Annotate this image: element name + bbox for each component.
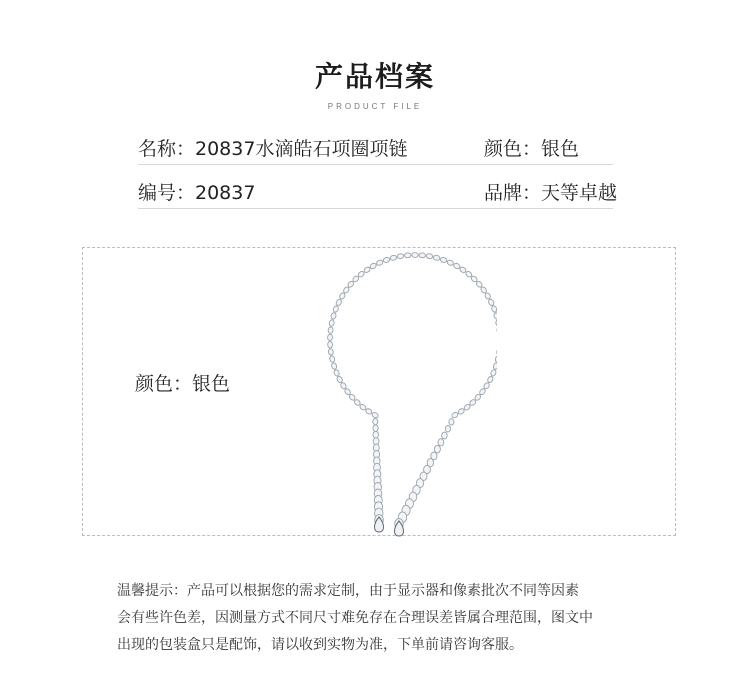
necklace-stone — [383, 257, 391, 264]
necklace-stone — [440, 257, 448, 264]
product-number: 编号：20837 — [138, 182, 256, 204]
necklace-stone — [419, 253, 426, 258]
necklace-stone — [328, 334, 333, 341]
page-subtitle: PRODUCT FILE — [327, 102, 423, 111]
info-row-number-brand — [138, 178, 618, 209]
necklace-stone — [333, 369, 340, 377]
product-brand: 品牌：天等卓越 — [484, 182, 618, 204]
product-image-frame — [82, 247, 676, 536]
necklace-stone — [490, 369, 497, 377]
necklace-stone — [493, 362, 497, 370]
color-label: 颜色：银色 — [135, 373, 231, 395]
info-row-name-color — [138, 134, 613, 165]
necklace-stone — [336, 376, 343, 384]
necklace-stone — [404, 253, 411, 258]
necklace-stone — [496, 348, 497, 355]
necklace-stone — [329, 319, 335, 326]
necklace-stone — [491, 305, 497, 313]
necklace-stone — [433, 255, 440, 261]
necklace-stone — [335, 298, 342, 306]
product-name: 名称：20837水滴皓石项圈项链 — [138, 138, 408, 160]
necklace-stone — [442, 432, 448, 439]
necklace-stone — [487, 376, 494, 384]
notice-line: 出现的包装盒只是配饰，请以收到实物为准，下单前请咨询客服。 — [117, 637, 523, 653]
necklace-stone — [331, 362, 338, 370]
necklace-stone — [426, 253, 433, 259]
necklace-stone — [329, 355, 335, 362]
necklace-stone — [493, 312, 497, 319]
necklace-stone — [373, 431, 379, 438]
necklace-stone — [328, 348, 334, 355]
necklace-stone — [412, 253, 418, 258]
necklace-stone — [330, 312, 336, 319]
necklace-stone — [449, 419, 454, 425]
necklace-stone — [445, 425, 450, 432]
necklace-stone — [451, 411, 459, 418]
necklace-image — [317, 248, 497, 537]
necklace-stone — [397, 253, 404, 259]
necklace-stone — [328, 341, 333, 348]
necklace-stone — [495, 319, 497, 326]
necklace-stone — [488, 298, 495, 306]
page-title: 产品档案 — [314, 60, 435, 93]
product-color: 颜色：银色 — [484, 138, 580, 160]
necklace-stone — [495, 355, 497, 362]
necklace-stone — [446, 259, 454, 266]
necklace-stone — [373, 425, 378, 432]
necklace-stone — [376, 259, 384, 266]
necklace-stone — [438, 439, 444, 446]
notice-line: 温馨提示：产品可以根据您的需求定制，由于显示器和像素批次不同等因素 — [117, 583, 579, 599]
necklace-stone — [390, 255, 397, 261]
necklace-stone — [371, 411, 379, 418]
necklace-stone — [373, 418, 378, 424]
necklace-stone — [434, 445, 440, 453]
necklace-stone — [328, 327, 334, 334]
notice-line: 会有些许色差，因测量方式不同尺寸难免存在合理误差皆属合理范围，图文中 — [117, 610, 593, 626]
notice-text — [117, 578, 677, 659]
necklace-stone — [332, 305, 339, 313]
